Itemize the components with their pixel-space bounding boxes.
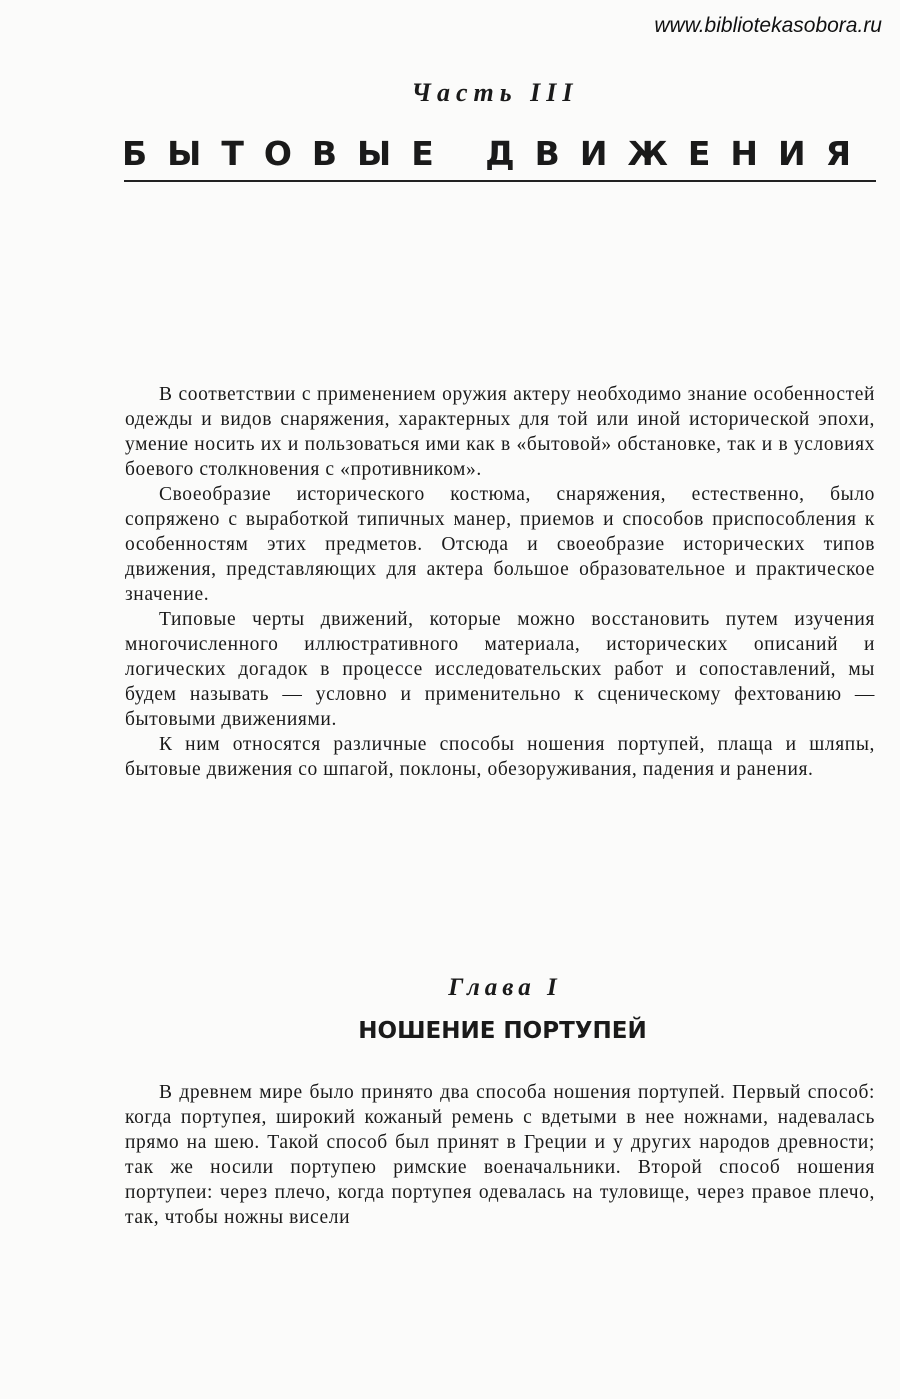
- intro-text: [125, 382, 875, 782]
- paragraph: Своеобразие исторического костюма, снаряжения, естественно, было сопряжено с выработкой типичных манер, приемов и способов приспособления к особенностям этих предметов. Отсюда и своеобразие исторических типов движения, представляющих для актера большое образовательное и практическое значение.: [125, 484, 875, 605]
- paragraph: К ним относятся различные способы ношения портупей, плаща и шляпы, бытовые движения со шпагой, поклоны, обезоруживания, падения и ранения.: [125, 734, 875, 780]
- chapter-text: [125, 1080, 875, 1230]
- paragraph: Типовые черты движений, которые можно восстановить путем изучения многочисленного иллюстративного материала, исторических описаний и логических догадок в процессе исследовательских работ и сопоставлений, мы будем называть — условно и применительно к сценическому фехтованию — бытовыми движениями.: [125, 609, 875, 730]
- title-underline: [124, 180, 876, 182]
- chapter-title: НОШЕНИЕ ПОРТУПЕЙ: [358, 1018, 647, 1044]
- paragraph: В соответствии с применением оружия актеру необходимо знание особенностей одежды и видов снаряжения, характерных для той или иной исторической эпохи, умение носить их и пользоваться ими как в «бытовой» обстановке, так и в условиях боевого столкновения с «противником».: [125, 384, 875, 480]
- paragraph: В древнем мире было принято два способа ношения портупей. Первый способ: когда портупея, широкий кожаный ремень с вдетыми в нее ножнами, надевалась прямо на шею. Такой способ был принят в Греции и у других народов древности; так же носили портупею римские военачальники. Второй способ ношения портупеи: через плечо, когда портупея одевалась на туловище, через правое плечо, так, чтобы ножны висели: [125, 1082, 875, 1228]
- chapter-label: Глава I: [448, 974, 562, 1001]
- part-label: Часть III: [411, 78, 579, 107]
- site-watermark: www.bibliotekasobora.ru: [654, 14, 882, 37]
- part-title: БЫТОВЫЕ ДВИЖЕНИЯ: [122, 134, 872, 173]
